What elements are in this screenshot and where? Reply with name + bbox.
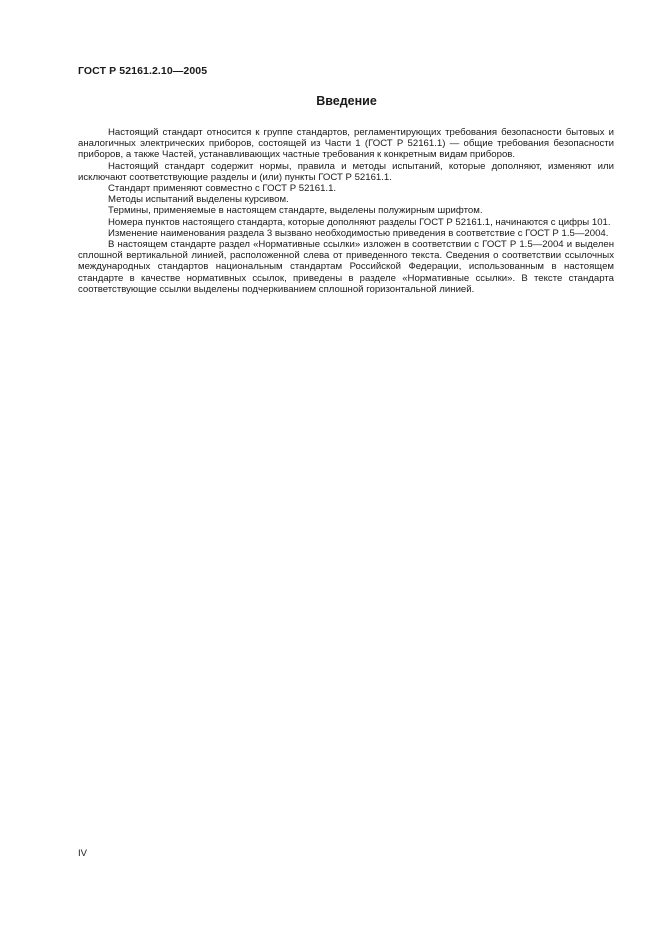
introduction-body	[78, 127, 614, 295]
paragraph-terms: Термины, применяемые в настоящем стандарте, выделены полужирным шрифтом.	[108, 205, 483, 217]
paragraph-numbering: Номера пунктов настоящего стандарта, которые дополняют разделы ГОСТ Р 52161.1, начинаются с цифры 101.	[108, 216, 611, 228]
section-title: Введение	[316, 94, 377, 108]
page-number: IV	[78, 848, 87, 859]
paragraph-usage: Стандарт применяют совместно с ГОСТ Р 52161.1.	[108, 183, 337, 195]
paragraph-test-methods: Методы испытаний выделены курсивом.	[108, 194, 289, 206]
paragraph-normative-references: В настоящем стандарте раздел «Нормативные ссылки» изложен в соответствии с ГОСТ Р 1.5—2004 и выделен сплошной вертикальной линией, расположенной слева от приведенного текста. Сведения о соответствии ссылочных международных стандартов национальным стандартам Российской Федерации, использованным в настоящем стандарте в качестве нормативных ссылок, приведены в разделе «Нормативные ссылки». В тексте стандарта соответствующие ссылки выделены подчеркиванием сплошной горизонтальной линией.	[78, 239, 614, 295]
paragraph-content: Настоящий стандарт содержит нормы, правила и методы испытаний, которые дополняют, изменяют или исключают соответствующие разделы и (или) пункты ГОСТ Р 52161.1.	[78, 160, 614, 183]
document-header: ГОСТ Р 52161.2.10—2005	[78, 65, 208, 77]
paragraph-section-rename: Изменение наименования раздела 3 вызвано необходимостью приведения в соответствие с ГОСТ Р 1.5—2004.	[108, 227, 609, 239]
paragraph-scope: Настоящий стандарт относится к группе стандартов, регламентирующих требования безопасности бытовых и аналогичных электрических приборов, состоящей из Части 1 (ГОСТ Р 52161.1) — общие требования безопасности приборов, а также Частей, устанавливающих частные требования к конкретным видам приборов.	[78, 127, 614, 161]
